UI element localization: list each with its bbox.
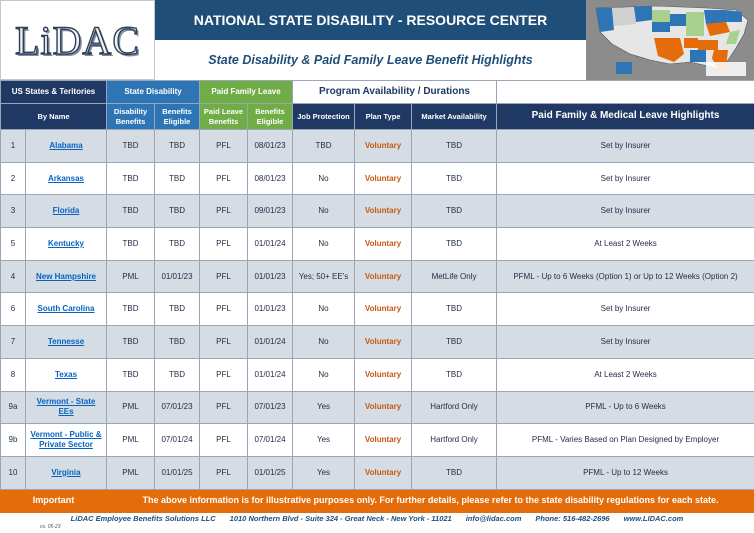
table-row	[1, 162, 754, 195]
pfl-eligible: 08/01/23	[248, 130, 293, 163]
page-subtitle: State Disability & Paid Family Leave Benefit Highlights	[208, 53, 533, 67]
market-availability: Hartford Only	[412, 391, 497, 424]
row-number: 6	[1, 293, 26, 326]
col-plan-type: Plan Type	[355, 104, 412, 130]
row-number: 1	[1, 130, 26, 163]
disability-benefits: TBD	[107, 162, 155, 195]
job-protection: No	[293, 326, 355, 359]
pfl-eligible: 01/01/24	[248, 326, 293, 359]
market-availability: TBD	[412, 162, 497, 195]
col-job-protection: Job Protection	[293, 104, 355, 130]
pfl-eligible: 07/01/23	[248, 391, 293, 424]
important-notice	[1, 489, 754, 512]
leave-highlight: Set by Insurer	[497, 195, 754, 228]
disability-benefits: TBD	[107, 130, 155, 163]
row-number: 2	[1, 162, 26, 195]
col-paid-leave-benefits: Paid Leave Benefits	[200, 104, 248, 130]
plan-type: Voluntary	[355, 195, 412, 228]
paid-leave-benefits: PFL	[200, 358, 248, 391]
state-link-texas[interactable]: Texas	[54, 369, 78, 379]
footer-address: 1010 Northern Blvd - Suite 324 - Great Neck - New York - 11021	[229, 514, 452, 523]
table-row	[1, 456, 754, 489]
state-link-vermont-state-ees[interactable]: Vermont - State EEs	[36, 397, 96, 417]
market-availability: TBD	[412, 358, 497, 391]
table-row	[1, 326, 754, 359]
market-availability: TBD	[412, 130, 497, 163]
pfl-eligible: 01/01/24	[248, 228, 293, 261]
group-header-state-disability: State Disability	[107, 81, 200, 104]
pfl-eligible: 09/01/23	[248, 195, 293, 228]
pfl-eligible: 01/01/23	[248, 260, 293, 293]
job-protection: No	[293, 228, 355, 261]
benefits-eligible: TBD	[155, 293, 200, 326]
benefits-eligible: 07/01/24	[155, 424, 200, 457]
table-row	[1, 195, 754, 228]
important-label: Important	[1, 489, 107, 512]
header-banner	[155, 0, 586, 80]
col-benefits-eligible: Benefits Eligible	[155, 104, 200, 130]
paid-leave-benefits: PFL	[200, 293, 248, 326]
state-link-vermont-public-private[interactable]: Vermont - Public & Private Sector	[30, 430, 102, 450]
state-link-tennesse[interactable]: Tennesse	[47, 336, 85, 346]
benefits-eligible: TBD	[155, 130, 200, 163]
us-states-map-image	[586, 0, 754, 80]
footer-email[interactable]: info@lidac.com	[465, 514, 522, 523]
benefits-eligible: 07/01/23	[155, 391, 200, 424]
disability-benefits: TBD	[107, 293, 155, 326]
leave-highlight: PFML - Up to 12 Weeks	[497, 456, 754, 489]
disability-benefits: PML	[107, 456, 155, 489]
market-availability: TBD	[412, 456, 497, 489]
table-row	[1, 228, 754, 261]
table-row	[1, 260, 754, 293]
plan-type: Voluntary	[355, 162, 412, 195]
disability-benefits: TBD	[107, 358, 155, 391]
state-link-florida[interactable]: Florida	[52, 206, 80, 216]
leave-highlight: At Least 2 Weeks	[497, 358, 754, 391]
table-row	[1, 391, 754, 424]
group-header-blank	[497, 81, 754, 104]
plan-type: Voluntary	[355, 260, 412, 293]
benefits-table	[0, 80, 754, 513]
paid-leave-benefits: PFL	[200, 228, 248, 261]
disability-benefits: PML	[107, 424, 155, 457]
paid-leave-benefits: PFL	[200, 195, 248, 228]
benefits-eligible: TBD	[155, 228, 200, 261]
disability-benefits: PML	[107, 260, 155, 293]
footer	[0, 512, 754, 525]
row-number: 7	[1, 326, 26, 359]
state-link-new-hampshire[interactable]: New Hampshire	[35, 271, 97, 281]
row-number: 5	[1, 228, 26, 261]
important-text: The above information is for illustrative purposes only. For further details, please refer to the state disability regulations for each state.	[107, 489, 754, 512]
footer-website[interactable]: www.LIDAC.com	[623, 514, 684, 523]
col-pfl-benefits-eligible: Benefits Eligible	[248, 104, 293, 130]
paid-leave-benefits: PFL	[200, 424, 248, 457]
disability-benefits: TBD	[107, 228, 155, 261]
market-availability: TBD	[412, 293, 497, 326]
paid-leave-benefits: PFL	[200, 162, 248, 195]
market-availability: TBD	[412, 228, 497, 261]
table-row	[1, 358, 754, 391]
table-row	[1, 293, 754, 326]
col-highlights: Paid Family & Medical Leave Highlights	[497, 104, 754, 130]
us-map-graphic	[586, 0, 754, 80]
pfl-eligible: 01/01/25	[248, 456, 293, 489]
row-number: 10	[1, 456, 26, 489]
row-number: 4	[1, 260, 26, 293]
job-protection: Yes	[293, 424, 355, 457]
col-disability-benefits: Disability Benefits	[107, 104, 155, 130]
state-link-kentucky[interactable]: Kentucky	[47, 238, 84, 248]
row-number: 3	[1, 195, 26, 228]
market-availability: MetLife Only	[412, 260, 497, 293]
footer-company: LiDAC Employee Benefits Solutions LLC	[70, 514, 216, 523]
paid-leave-benefits: PFL	[200, 326, 248, 359]
row-number: 9b	[1, 424, 26, 457]
job-protection: No	[293, 162, 355, 195]
logo-text: LiDAC	[15, 17, 140, 63]
col-market-availability: Market Availability	[412, 104, 497, 130]
job-protection: Yes	[293, 456, 355, 489]
plan-type: Voluntary	[355, 293, 412, 326]
leave-highlight: Set by Insurer	[497, 293, 754, 326]
job-protection: No	[293, 293, 355, 326]
leave-highlight: PFML - Varies Based on Plan Designed by Employer	[497, 424, 754, 457]
leave-highlight: Set by Insurer	[497, 326, 754, 359]
table-row	[1, 130, 754, 163]
paid-leave-benefits: PFL	[200, 391, 248, 424]
pfl-eligible: 08/01/23	[248, 162, 293, 195]
state-link-virginia[interactable]: Virginia	[51, 467, 81, 477]
benefits-eligible: TBD	[155, 326, 200, 359]
disability-benefits: PML	[107, 391, 155, 424]
table-row	[1, 424, 754, 457]
market-availability: TBD	[412, 326, 497, 359]
benefits-eligible: 01/01/23	[155, 260, 200, 293]
plan-type: Voluntary	[355, 424, 412, 457]
benefits-eligible: 01/01/25	[155, 456, 200, 489]
disability-benefits: TBD	[107, 326, 155, 359]
job-protection: No	[293, 358, 355, 391]
job-protection: Yes; 50+ EE's	[293, 260, 355, 293]
footer-phone: Phone: 516-482-2696	[535, 514, 610, 523]
market-availability: Hartford Only	[412, 424, 497, 457]
plan-type: Voluntary	[355, 130, 412, 163]
state-link-alabama[interactable]: Alabama	[49, 140, 83, 150]
leave-highlight: Set by Insurer	[497, 162, 754, 195]
job-protection: TBD	[293, 130, 355, 163]
plan-type: Voluntary	[355, 456, 412, 489]
group-header-states: US States & Teritories	[1, 81, 107, 104]
leave-highlight: At Least 2 Weeks	[497, 228, 754, 261]
plan-type: Voluntary	[355, 326, 412, 359]
group-header-paid-family-leave: Paid Family Leave	[200, 81, 293, 104]
plan-type: Voluntary	[355, 358, 412, 391]
disability-benefits: TBD	[107, 195, 155, 228]
plan-type: Voluntary	[355, 228, 412, 261]
state-link-south-carolina[interactable]: South Carolina	[37, 304, 95, 314]
leave-highlight: PFML - Up to 6 Weeks (Option 1) or Up to 12 Weeks (Option 2)	[497, 260, 754, 293]
benefits-eligible: TBD	[155, 162, 200, 195]
benefits-eligible: TBD	[155, 358, 200, 391]
leave-highlight: Set by Insurer	[497, 130, 754, 163]
plan-type: Voluntary	[355, 391, 412, 424]
benefits-eligible: TBD	[155, 195, 200, 228]
row-number: 9a	[1, 391, 26, 424]
group-header-program-availability: Program Availability / Durations	[293, 81, 497, 104]
lidac-logo	[0, 0, 155, 80]
page-title: NATIONAL STATE DISABILITY - RESOURCE CENTER	[155, 0, 586, 40]
pfl-eligible: 01/01/24	[248, 358, 293, 391]
pfl-eligible: 07/01/24	[248, 424, 293, 457]
paid-leave-benefits: PFL	[200, 130, 248, 163]
row-number: 8	[1, 358, 26, 391]
col-by-name: By Name	[1, 104, 107, 130]
pfl-eligible: 01/01/23	[248, 293, 293, 326]
job-protection: No	[293, 195, 355, 228]
state-link-arkansas[interactable]: Arkansas	[47, 173, 85, 183]
version-label: vs. 05-23	[40, 524, 61, 530]
leave-highlight: PFML - Up to 6 Weeks	[497, 391, 754, 424]
paid-leave-benefits: PFL	[200, 456, 248, 489]
market-availability: TBD	[412, 195, 497, 228]
job-protection: Yes	[293, 391, 355, 424]
paid-leave-benefits: PFL	[200, 260, 248, 293]
